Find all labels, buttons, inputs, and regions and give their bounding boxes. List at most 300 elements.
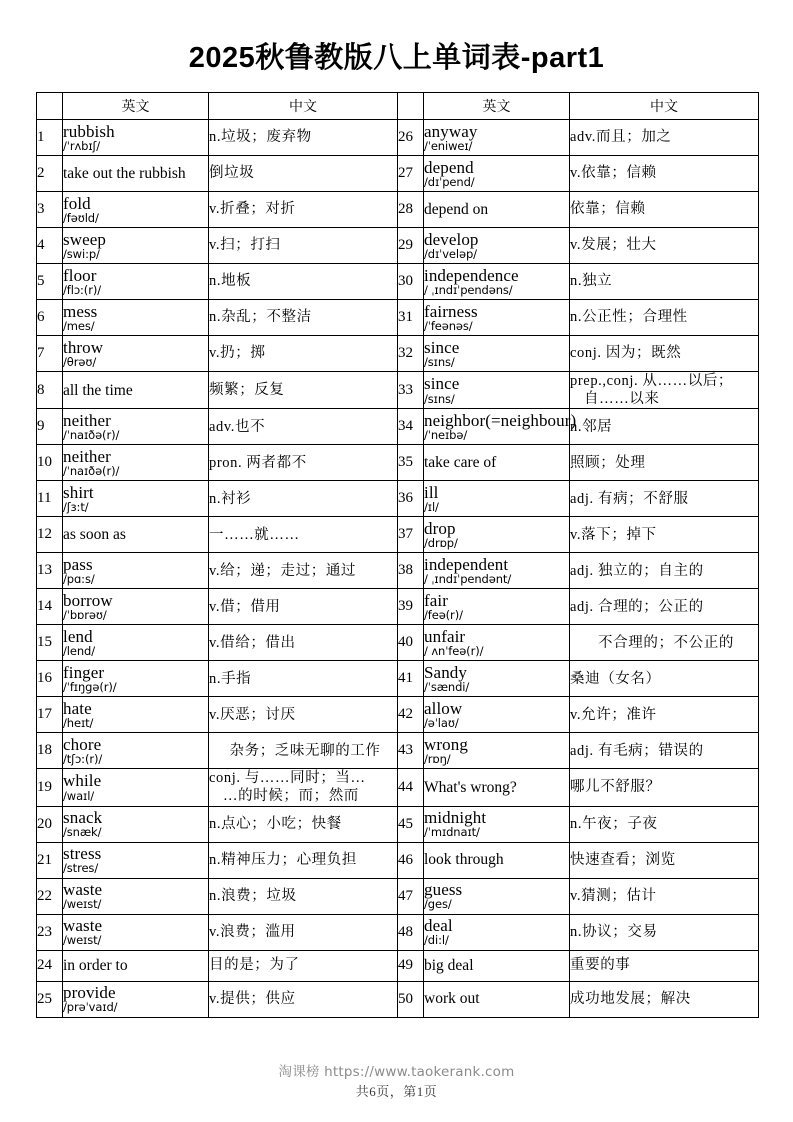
english-cell (424, 842, 570, 878)
row-number: 5 (37, 264, 63, 300)
header-chinese-right: 中文 (570, 93, 759, 120)
chinese-cell (570, 697, 759, 733)
row-number: 11 (37, 481, 63, 517)
phonetic-transcription: /swi:p/ (63, 246, 100, 261)
chinese-cell (209, 981, 398, 1017)
chinese-meaning: v.借给；借出 (209, 634, 296, 651)
chinese-cell (209, 336, 398, 372)
row-number: 44 (398, 769, 424, 806)
footer-site-url: 淘课榜 https://www.taokerank.com (278, 1063, 515, 1080)
english-word: waste (63, 880, 103, 900)
chinese-cell (570, 156, 759, 192)
english-word: develop (424, 229, 479, 249)
row-number: 13 (37, 553, 63, 589)
row-number: 41 (398, 661, 424, 697)
row-number: 16 (37, 661, 63, 697)
chinese-cell (209, 300, 398, 336)
english-word: stress (63, 844, 102, 864)
english-word: unfair (424, 626, 466, 646)
row-number: 24 (37, 950, 63, 981)
english-word: fairness (424, 301, 478, 321)
english-cell (424, 625, 570, 661)
english-cell (63, 372, 209, 409)
chinese-meaning: 成功地发展；解决 (570, 990, 691, 1007)
phonetic-transcription: / ˌɪndɪˈpendənt/ (424, 572, 512, 587)
phonetic-transcription: /ˈfɪŋgə(r)/ (63, 680, 117, 695)
row-number: 48 (398, 914, 424, 950)
table-row (37, 517, 759, 553)
table-row (37, 625, 759, 661)
chinese-meaning: 频繁；反复 (209, 382, 285, 399)
english-word: since (424, 337, 460, 357)
row-number: 21 (37, 842, 63, 878)
english-word: wrong (424, 734, 468, 754)
english-word: throw (63, 337, 104, 357)
english-word: since (424, 374, 460, 394)
chinese-meaning: n.独立 (570, 273, 613, 290)
row-number: 23 (37, 914, 63, 950)
english-cell (63, 733, 209, 769)
table-header (37, 93, 759, 120)
english-word: finger (63, 662, 105, 682)
row-number: 49 (398, 950, 424, 981)
chinese-meaning: adj. 有病；不舒服 (570, 490, 689, 507)
english-cell (424, 950, 570, 981)
chinese-cell (570, 120, 759, 156)
english-word: independent (424, 554, 509, 574)
chinese-meaning: n.午夜；子夜 (570, 815, 658, 832)
english-cell (424, 878, 570, 914)
chinese-meaning: v.提供；供应 (209, 990, 296, 1007)
chinese-meaning: v.折叠；对折 (209, 201, 296, 218)
table-row (37, 553, 759, 589)
phonetic-transcription: /ˈrʌbɪʃ/ (63, 138, 101, 153)
chinese-cell (209, 806, 398, 842)
chinese-meaning: v.依靠；信赖 (570, 165, 657, 182)
table-row (37, 842, 759, 878)
english-word: lend (63, 626, 93, 646)
chinese-cell (570, 192, 759, 228)
page-footer (0, 1063, 793, 1102)
english-cell (63, 661, 209, 697)
chinese-meaning: 依靠；信赖 (570, 201, 646, 218)
english-cell (424, 336, 570, 372)
chinese-cell (209, 661, 398, 697)
chinese-cell (570, 517, 759, 553)
vocabulary-table-container (36, 92, 758, 1018)
chinese-cell (209, 733, 398, 769)
phonetic-transcription: /dɪˈveləp/ (424, 246, 477, 261)
table-row (37, 914, 759, 950)
english-cell (63, 445, 209, 481)
phonetic-transcription: /əˈlaʊ/ (424, 716, 459, 731)
chinese-cell (570, 336, 759, 372)
row-number: 30 (398, 264, 424, 300)
english-word: deal (424, 916, 453, 936)
chinese-meaning: 快速查看；浏览 (570, 851, 676, 868)
english-word: midnight (424, 808, 487, 828)
row-number: 36 (398, 481, 424, 517)
chinese-meaning: n.公正性；合理性 (570, 309, 688, 326)
chinese-cell (209, 589, 398, 625)
chinese-cell (209, 697, 398, 733)
table-row (37, 878, 759, 914)
chinese-cell (570, 981, 759, 1017)
chinese-meaning: 照顾；处理 (570, 454, 646, 471)
table-row (37, 336, 759, 372)
phonetic-transcription: /feə(r)/ (424, 608, 463, 623)
english-cell (424, 372, 570, 409)
english-word: neither (63, 446, 111, 466)
english-word: depend on (424, 200, 489, 218)
table-row (37, 156, 759, 192)
english-word: mess (63, 301, 98, 321)
english-cell (63, 553, 209, 589)
chinese-meaning: v.扫；打扫 (209, 237, 281, 254)
english-cell (424, 300, 570, 336)
row-number: 18 (37, 733, 63, 769)
english-cell (424, 517, 570, 553)
chinese-meaning: adv.也不 (209, 418, 266, 435)
english-word: borrow (63, 590, 113, 610)
english-word: anyway (424, 121, 478, 141)
english-cell (63, 481, 209, 517)
english-word: ill (424, 482, 439, 502)
phonetic-transcription: /drɒp/ (424, 536, 458, 551)
english-word: neighbor(=neighbour) (424, 410, 577, 430)
phonetic-transcription: /mes/ (63, 318, 95, 333)
english-word: fair (424, 590, 448, 610)
row-number: 22 (37, 878, 63, 914)
row-number: 28 (398, 192, 424, 228)
phonetic-transcription: /ˈnaɪðə(r)/ (63, 428, 120, 443)
english-cell (424, 914, 570, 950)
row-number: 12 (37, 517, 63, 553)
row-number: 10 (37, 445, 63, 481)
chinese-meaning: adj. 合理的；公正的 (570, 598, 704, 615)
english-word: depend (424, 157, 474, 177)
chinese-meaning-line: prep.,conj. 从……以后； (570, 373, 734, 389)
chinese-cell (570, 372, 759, 409)
row-number: 33 (398, 372, 424, 409)
row-number: 8 (37, 372, 63, 409)
table-row (37, 981, 759, 1017)
english-cell (63, 914, 209, 950)
chinese-meaning-line: …的时候；而；然而 (223, 788, 359, 805)
phonetic-transcription: /heɪt/ (63, 716, 94, 731)
row-number: 32 (398, 336, 424, 372)
chinese-cell (570, 950, 759, 981)
chinese-cell (570, 806, 759, 842)
row-number: 3 (37, 192, 63, 228)
row-number: 31 (398, 300, 424, 336)
chinese-meaning: v.给；递；走过；通过 (209, 562, 357, 579)
row-number: 9 (37, 409, 63, 445)
english-word: neither (63, 410, 111, 430)
table-row (37, 661, 759, 697)
chinese-meaning-line: conj. 与……同时；当… (209, 770, 366, 787)
english-word: provide (63, 983, 116, 1003)
chinese-cell (209, 264, 398, 300)
english-word: shirt (63, 482, 94, 502)
phonetic-transcription: /dɪˈpend/ (424, 174, 475, 189)
row-number: 37 (398, 517, 424, 553)
row-number: 34 (398, 409, 424, 445)
row-number: 17 (37, 697, 63, 733)
chinese-meaning: pron. 两者都不 (209, 454, 307, 471)
phonetic-transcription: /sɪns/ (424, 354, 455, 369)
header-num-left (37, 93, 63, 120)
english-word: What's wrong? (424, 778, 517, 796)
chinese-meaning: adj. 有毛病；错误的 (570, 742, 704, 759)
english-cell (424, 445, 570, 481)
row-number: 45 (398, 806, 424, 842)
english-word: independence (424, 265, 519, 285)
row-number: 29 (398, 228, 424, 264)
phonetic-transcription: /di:l/ (424, 933, 449, 948)
chinese-meaning: n.垃圾；废弃物 (209, 129, 312, 146)
chinese-meaning: adj. 独立的；自主的 (570, 562, 704, 579)
english-word: big deal (424, 956, 474, 974)
chinese-meaning: v.落下；掉下 (570, 526, 657, 543)
table-body (37, 120, 759, 1018)
chinese-cell (209, 878, 398, 914)
row-number: 38 (398, 553, 424, 589)
phonetic-transcription: /weɪst/ (63, 897, 102, 912)
phonetic-transcription: /θrəʊ/ (63, 354, 97, 369)
english-word: allow (424, 698, 463, 718)
english-cell (424, 733, 570, 769)
phonetic-transcription: /ʃɜ:t/ (63, 500, 89, 515)
english-cell (63, 300, 209, 336)
chinese-meaning: n.邻居 (570, 418, 613, 435)
header-chinese-left: 中文 (209, 93, 398, 120)
english-word: drop (424, 518, 456, 538)
chinese-cell (570, 661, 759, 697)
chinese-cell (570, 842, 759, 878)
english-cell (424, 192, 570, 228)
table-row (37, 120, 759, 156)
row-number: 7 (37, 336, 63, 372)
phonetic-transcription: /sɪns/ (424, 391, 455, 406)
table-row (37, 697, 759, 733)
english-cell (63, 409, 209, 445)
english-cell (424, 156, 570, 192)
chinese-cell (209, 372, 398, 409)
english-word: look through (424, 851, 504, 869)
english-cell (63, 517, 209, 553)
table-row (37, 806, 759, 842)
table-row (37, 409, 759, 445)
chinese-cell (209, 842, 398, 878)
chinese-cell (209, 445, 398, 481)
chinese-meaning: n.点心；小吃；快餐 (209, 815, 342, 832)
row-number: 47 (398, 878, 424, 914)
phonetic-transcription: /prəˈvaɪd/ (63, 1000, 118, 1015)
phonetic-transcription: / ˌɪndɪˈpendəns/ (424, 282, 513, 297)
row-number: 15 (37, 625, 63, 661)
english-word: snack (63, 808, 103, 828)
english-cell (63, 625, 209, 661)
english-word: floor (63, 265, 97, 285)
english-word: while (63, 771, 102, 791)
english-cell (424, 697, 570, 733)
table-row (37, 445, 759, 481)
table-row (37, 481, 759, 517)
chinese-meaning-line: 自……以来 (584, 391, 660, 408)
chinese-meaning: 重要的事 (570, 957, 631, 974)
row-number: 1 (37, 120, 63, 156)
chinese-meaning: 哪儿不舒服？ (570, 779, 661, 796)
chinese-cell (209, 769, 398, 806)
phonetic-transcription: /weɪst/ (63, 933, 102, 948)
chinese-cell (209, 156, 398, 192)
chinese-cell (570, 914, 759, 950)
english-cell (63, 697, 209, 733)
header-row (37, 93, 759, 120)
english-word: take care of (424, 454, 497, 472)
chinese-meaning: n.杂乱；不整洁 (209, 309, 312, 326)
chinese-cell (570, 553, 759, 589)
chinese-meaning: conj. 因为；既然 (570, 345, 682, 362)
table-row (37, 769, 759, 806)
english-cell (63, 264, 209, 300)
english-cell (63, 806, 209, 842)
english-word: take out the rubbish (63, 164, 186, 182)
chinese-cell (209, 192, 398, 228)
english-word: chore (63, 734, 102, 754)
english-word: guess (424, 880, 463, 900)
chinese-meaning: n.地板 (209, 273, 252, 290)
english-cell (63, 589, 209, 625)
english-word: hate (63, 698, 92, 718)
english-word: in order to (63, 956, 128, 974)
row-number: 42 (398, 697, 424, 733)
english-cell (424, 589, 570, 625)
english-cell (63, 769, 209, 806)
english-cell (424, 264, 570, 300)
table-row (37, 300, 759, 336)
table-row (37, 192, 759, 228)
chinese-meaning: n.浪费；垃圾 (209, 887, 297, 904)
chinese-cell (209, 950, 398, 981)
phonetic-transcription: /pɑ:s/ (63, 572, 95, 587)
phonetic-transcription: /ˈnaɪðə(r)/ (63, 464, 120, 479)
phonetic-transcription: /ˈbɒrəʊ/ (63, 608, 107, 623)
phonetic-transcription: /ˈfeənəs/ (424, 318, 473, 333)
english-cell (424, 228, 570, 264)
phonetic-transcription: /ˈmɪdnaɪt/ (424, 825, 480, 840)
chinese-meaning: 一……就…… (209, 526, 300, 543)
chinese-cell (209, 228, 398, 264)
english-cell (424, 806, 570, 842)
chinese-cell (570, 228, 759, 264)
chinese-cell (209, 625, 398, 661)
chinese-meaning: v.猜测；估计 (570, 887, 657, 904)
chinese-meaning: 桑迪（女名） (570, 670, 661, 687)
row-number: 2 (37, 156, 63, 192)
table-row (37, 589, 759, 625)
english-word: sweep (63, 229, 106, 249)
chinese-meaning: 倒垃圾 (209, 165, 255, 182)
chinese-cell (570, 481, 759, 517)
header-english-right: 英文 (424, 93, 570, 120)
chinese-cell (570, 769, 759, 806)
phonetic-transcription: /waɪl/ (63, 788, 95, 803)
row-number: 14 (37, 589, 63, 625)
english-word: as soon as (63, 526, 126, 544)
row-number: 43 (398, 733, 424, 769)
english-cell (424, 553, 570, 589)
phonetic-transcription: /ˈneɪbə/ (424, 428, 468, 443)
chinese-meaning: v.借；借用 (209, 598, 281, 615)
english-cell (424, 661, 570, 697)
phonetic-transcription: /ges/ (424, 897, 452, 912)
chinese-cell (570, 733, 759, 769)
row-number: 25 (37, 981, 63, 1017)
phonetic-transcription: /ˈeniweɪ/ (424, 138, 473, 153)
english-word: waste (63, 916, 103, 936)
english-cell (63, 228, 209, 264)
english-cell (424, 769, 570, 806)
chinese-meaning: 不合理的；不公正的 (598, 634, 734, 651)
english-cell (63, 192, 209, 228)
row-number: 46 (398, 842, 424, 878)
phonetic-transcription: /stres/ (63, 861, 99, 876)
english-cell (63, 981, 209, 1017)
table-row (37, 372, 759, 409)
chinese-cell (570, 409, 759, 445)
english-cell (63, 120, 209, 156)
phonetic-transcription: /snæk/ (63, 825, 102, 840)
chinese-cell (570, 878, 759, 914)
row-number: 4 (37, 228, 63, 264)
chinese-cell (209, 914, 398, 950)
phonetic-transcription: /lend/ (63, 644, 96, 659)
table-row (37, 950, 759, 981)
chinese-cell (209, 409, 398, 445)
row-number: 35 (398, 445, 424, 481)
chinese-meaning: v.扔；掷 (209, 345, 266, 362)
chinese-meaning: n.衬衫 (209, 490, 252, 507)
english-cell (63, 878, 209, 914)
english-cell (424, 981, 570, 1017)
phonetic-transcription: /fəʊld/ (63, 210, 99, 225)
row-number: 19 (37, 769, 63, 806)
english-word: all the time (63, 381, 133, 399)
chinese-meaning: v.允许；准许 (570, 706, 657, 723)
chinese-meaning: 目的是；为了 (209, 957, 300, 974)
footer-page-indicator: 共6页，第1页 (355, 1084, 438, 1100)
row-number: 40 (398, 625, 424, 661)
english-cell (424, 409, 577, 445)
chinese-meaning: n.手指 (209, 670, 252, 687)
table-row (37, 733, 759, 769)
chinese-meaning: adv.而且；加之 (570, 129, 672, 146)
chinese-meaning: n.协议；交易 (570, 923, 658, 940)
table-row (37, 264, 759, 300)
chinese-cell (570, 589, 759, 625)
page-title: 2025秋鲁教版八上单词表-part1 (188, 42, 605, 74)
english-cell (424, 120, 570, 156)
english-cell (424, 481, 570, 517)
phonetic-transcription: /ɪl/ (424, 500, 439, 515)
chinese-cell (209, 120, 398, 156)
phonetic-transcription: /ˈsændi/ (424, 680, 470, 695)
vocabulary-table (36, 92, 759, 1018)
chinese-meaning: 杂务；乏味无聊的工作 (229, 742, 381, 759)
row-number: 6 (37, 300, 63, 336)
